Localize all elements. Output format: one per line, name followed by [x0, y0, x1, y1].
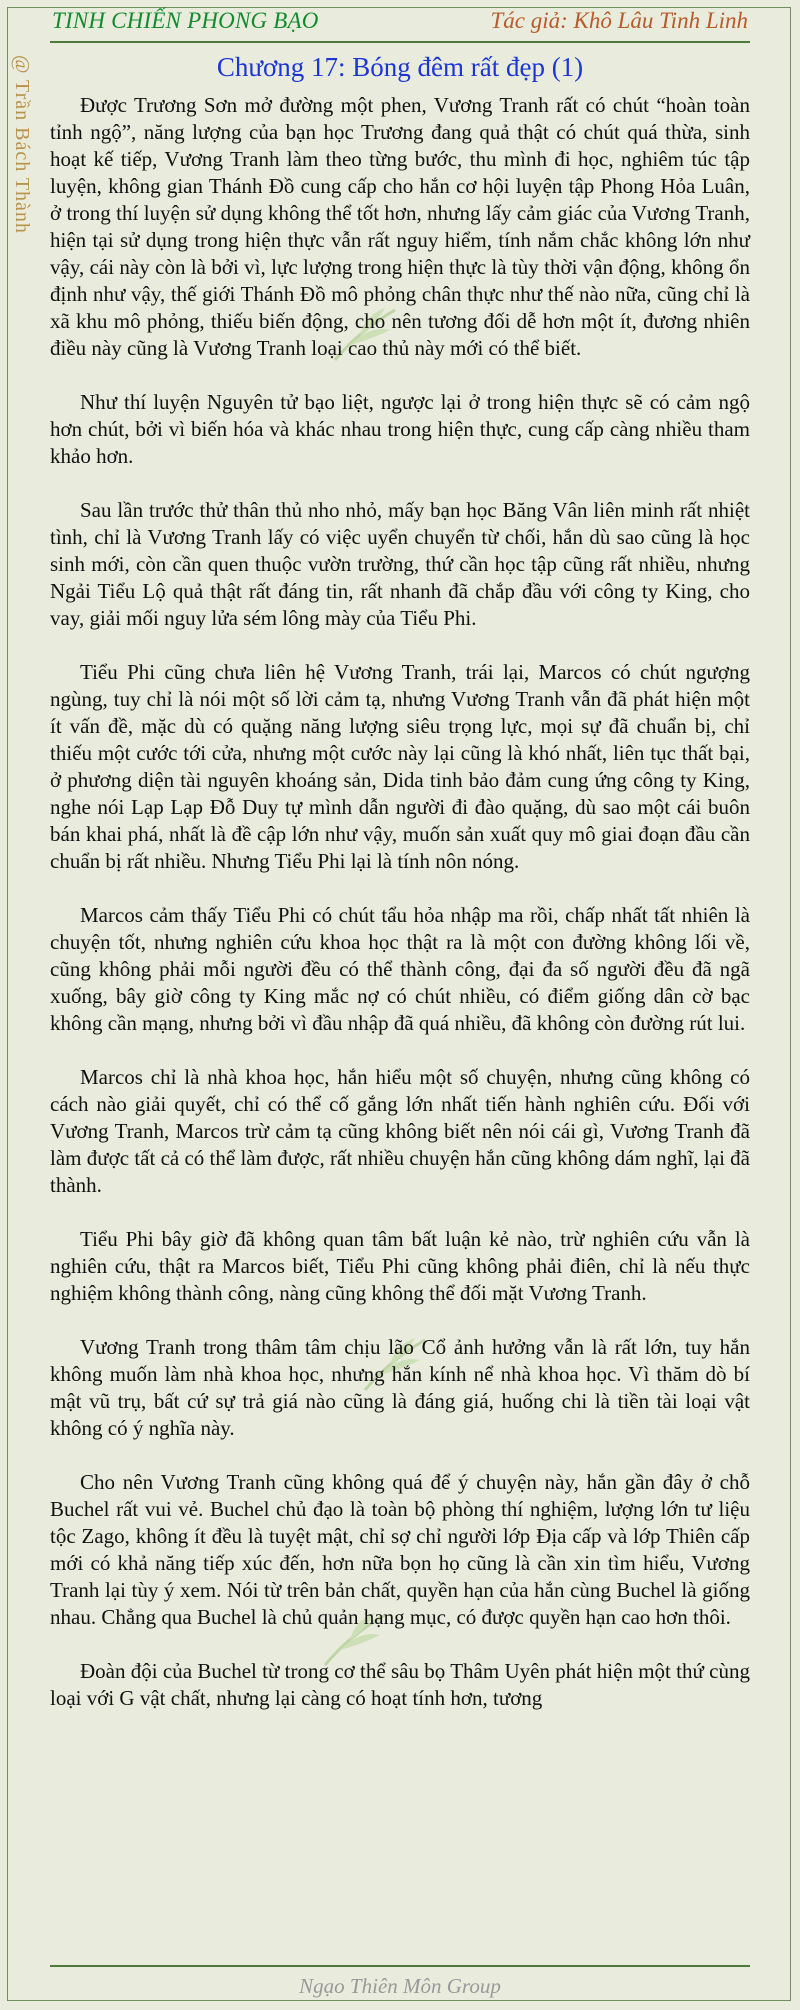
- paragraph: Marcos chỉ là nhà khoa học, hắn hiểu một số chuyện, nhưng cũng không có cách nào giải quyết, chỉ có thể cố gắng lớn nhất tiến hành nghiên cứu. Đối với Vương Tranh, Marcos trừ cảm tạ cũng không biết nên nói cái gì, Vương Tranh đã làm được tất cả có thể làm được, rất nhiều chuyện hắn cũng không dám nghĩ, lại đã thành.: [50, 1065, 750, 1197]
- side-credit: [10, 55, 38, 355]
- paragraph: Như thí luyện Nguyên tử bạo liệt, ngược lại ở trong hiện thực sẽ có cảm ngộ hơn chút, bởi vì biến hóa và khác nhau trong hiện thực, cung cấp càng nhiều tham khảo hơn.: [50, 390, 750, 468]
- chapter-title: Chương 17: Bóng đêm rất đẹp (1): [216, 52, 584, 82]
- book-title: TINH CHIẾN PHONG BẠO: [52, 8, 319, 33]
- chapter-body: [50, 92, 750, 1739]
- group-credit: Ngạo Thiên Môn Group: [299, 1974, 501, 1998]
- paragraph: Marcos cảm thấy Tiểu Phi có chút tẩu hỏa nhập ma rồi, chấp nhất tất nhiên là chuyện tốt, nhưng nghiên cứu khoa học thật ra là một con đường không lối về, cũng không phải mỗi người đều có thể thành công, đại đa số người đều đã ngã xuống, bây giờ công ty King mắc nợ có chút nhiều, có điểm giống dân cờ bạc không cần mạng, nhưng bởi vì đầu nhập đã quá nhiều, đã không còn đường rút lui.: [50, 903, 750, 1035]
- paragraph: Đoàn đội của Buchel từ trong cơ thể sâu bọ Thâm Uyên phát hiện một thứ cùng loại với G vật chất, nhưng lại càng có hoạt tính hơn, tương: [50, 1659, 750, 1710]
- paragraph: Được Trương Sơn mở đường một phen, Vương Tranh rất có chút “hoàn toàn tỉnh ngộ”, năng lượng của bạn học Trương đang quả thật có chút quá thừa, sinh hoạt kế tiếp, Vương Tranh làm theo từng bước, thu mình đi học, nghiêm túc tập luyện, không gian Thánh Đồ cung cấp cho hắn cơ hội luyện tập Phong Hỏa Luân, ở trong thí luyện sử dụng không thể tốt hơn, nhưng lấy cảm giác của Vương Tranh, hiện tại sử dụng trong hiện thực vẫn rất nguy hiểm, tính nắm chắc không lớn như vậy, cái này còn là bởi vì, lực lượng trong hiện thực là tùy thời vận động, không ổn định như vậy, thế giới Thánh Đồ mô phỏng chân thực như thế nào nữa, cũng chỉ là xã khu mô phỏng, thiếu biến động, cho nên tương đối dễ hơn một ít, đương nhiên điều này cũng là Vương Tranh loại cao thủ này mới có thể biết.: [50, 93, 750, 360]
- paragraph: Vương Tranh trong thâm tâm chịu lão Cổ ảnh hưởng vẫn là rất lớn, tuy hắn không muốn làm nhà khoa học, nhưng hắn kính nể nhà khoa học. Vì thăm dò bí mật vũ trụ, bất cứ sự trả giá nào cũng là đáng giá, huống chi là tiền tài loại vật không có ý nghĩa này.: [50, 1335, 750, 1440]
- paragraph: Tiểu Phi bây giờ đã không quan tâm bất luận kẻ nào, trừ nghiên cứu vẫn là nghiên cứu, thật ra Marcos biết, Tiểu Phi cũng không phải điên, chỉ là nếu thực nghiệm không thành công, nàng cũng không thể đối mặt Vương Tranh.: [50, 1227, 750, 1305]
- author-credit: Tác giả: Khô Lâu Tinh Linh: [490, 8, 748, 33]
- page-header: [0, 0, 800, 46]
- paragraph: Cho nên Vương Tranh cũng không quá để ý chuyện này, hắn gần đây ở chỗ Buchel rất vui vẻ. Buchel chủ đạo là toàn bộ phòng thí nghiệm, lượng lớn tư liệu tộc Zago, không ít đều là tuyệt mật, chỉ sợ chỉ người lớp Địa cấp và lớp Thiên cấp mới có khả năng tiếp xúc đến, hơn nữa bọn họ cũng là cần xin tìm hiểu, Vương Tranh lại tùy ý xem. Nói từ trên bản chất, quyền hạn của hắn cùng Buchel là giống nhau. Chẳng qua Buchel là chủ quản hạng mục, có được quyền hạn cao hơn thôi.: [50, 1470, 750, 1629]
- paragraph: Sau lần trước thử thân thủ nho nhỏ, mấy bạn học Băng Vân liên minh rất nhiệt tình, chỉ là Vương Tranh lấy có việc uyển chuyển từ chối, hắn dù sao cũng là học sinh mới, còn cần quen thuộc vườn trường, thứ cần học tập cũng rất nhiều, nhưng Ngải Tiểu Lộ quả thật rất đáng tin, rất nhanh đã chắp đầu với công ty King, cho vay, giải mối nguy lửa sém lông mày của Tiểu Phi.: [50, 498, 750, 630]
- paragraph: Tiểu Phi cũng chưa liên hệ Vương Tranh, trái lại, Marcos có chút ngượng ngùng, tuy chỉ là nói một số lời cảm tạ, nhưng Vương Tranh vẫn đã phát hiện một ít vấn đề, mặc dù có quặng năng lượng siêu trọng lực, mọi sự đã chuẩn bị, chỉ thiếu một cước tới cửa, nhưng một cước này lại cũng là khó nhất, liên tục thất bại, ở phương diện tài nguyên khoáng sản, Dida tinh bảo đảm cung ứng công ty King, nghe nói Lạp Lạp Đỗ Duy tự mình dẫn người đi đào quặng, dù sao một cái buôn bán khai phá, nhất là đề cập lớn như vậy, muốn sản xuất quy mô giai đoạn đầu cần chuẩn bị rất nhiều. Nhưng Tiểu Phi lại là tính nôn nóng.: [50, 660, 750, 873]
- header-rule: [50, 41, 750, 43]
- footer-rule: [50, 1965, 750, 1967]
- side-credit-text: @ Trần Bách Thành: [11, 55, 33, 234]
